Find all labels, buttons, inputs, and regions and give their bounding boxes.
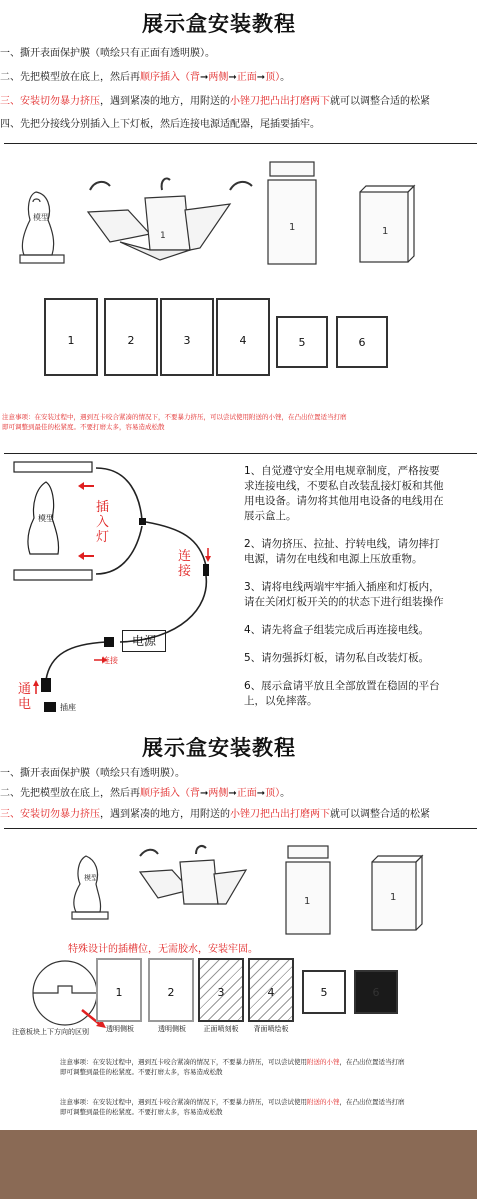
rule-3: 3、请将电线两端牢牢插入插座和灯板内， 请在关闭灯板开关的的状态下进行组装操作 (244, 581, 444, 608)
svg-text:1: 1 (390, 892, 397, 903)
rule-1: 1、自觉遵守安全用电规章制度，严格按要 求连接电线，不要私自改装乱接灯板和其他 用电设备。请勿将其他用电设备的电线用在 展示盒上。 (244, 465, 444, 522)
step2-2: 二、先把模型放在底上，然后再顺序插入（背➞两侧➞正面➞顶）。 (0, 788, 291, 799)
rule-5: 5、请勿强拆灯板，请勿私自改装灯板。 (244, 652, 430, 664)
svg-text:1: 1 (160, 231, 166, 241)
install-note-2b-line2: 即可调整到最佳的松紧度。不要打磨太多，容易造成松散 (60, 1108, 223, 1116)
caption-clear-side-1: 透明侧板 (106, 1025, 134, 1033)
panel-3: 3 (160, 298, 214, 376)
panel-4: 4 (216, 298, 270, 376)
caption-clear-side-2: 透明侧板 (158, 1025, 186, 1033)
footer-band (0, 1130, 477, 1199)
panel-2: 2 (104, 298, 158, 376)
assembly-illustration-2 (0, 832, 477, 942)
step2-3: 三、安装切勿暴力挤压，遇到紧凑的地方，用附送的小锉刀把凸出打磨两下就可以调整合适的松紧 (0, 809, 430, 820)
rule-4: 4、请先将盒子组装完成后再连接电线。 (244, 624, 430, 636)
assembly-illustration (0, 150, 477, 280)
caption-front-panel: 正面喷刻板 (203, 1025, 239, 1033)
divider (4, 453, 477, 454)
install-note-line2: 即可调整到最佳的松紧度。不要打磨太多，容易造成松散 (2, 423, 165, 431)
svg-text:1: 1 (382, 226, 389, 237)
power-box: 电源 (122, 630, 166, 652)
panel-5: 5 (276, 316, 328, 368)
insert-light-label: 插 入 灯 (96, 500, 110, 545)
install-note-2a-line2: 即可调整到最佳的松紧度。不要打磨太多，容易造成松散 (60, 1068, 223, 1076)
special-slot-note: 特殊设计的插槽位，无需胶水，安装牢固。 (68, 944, 258, 955)
svg-text:模型: 模型 (84, 874, 98, 882)
divider (4, 143, 477, 144)
panel-1: 1 (44, 298, 98, 376)
connect-small-label: 连接 (102, 656, 118, 665)
panel2-2: 2 (148, 958, 194, 1022)
panel2-5: 5 (302, 970, 346, 1014)
wiring-diagram (0, 458, 240, 718)
page-title-2: 展示盒安装教程 (142, 736, 296, 760)
step-3: 三、安装切勿暴力挤压，遇到紧凑的地方，用附送的小锉刀把凸出打磨两下就可以调整合适的松紧 (0, 96, 430, 107)
panel2-3: 3 (198, 958, 244, 1022)
panel2-1: 1 (96, 958, 142, 1022)
power-on-label: 通 电 (18, 682, 32, 712)
step-4: 四、先把分接线分别插入上下灯板，然后连接电源适配器，尾插要插牢。 (0, 119, 320, 130)
install-note: 注意事项：在安装过程中，遇到互卡咬合紧凑的情况下，不要暴力挤压，可以尝试使用附送的小锉，在凸出位置适当打磨 (2, 413, 347, 421)
svg-text:1: 1 (304, 896, 311, 907)
step2-1: 一、撕开表面保护膜（喷绘只有透明膜）。 (0, 768, 185, 779)
install-note-2a: 注意事项：在安装过程中，遇到互卡咬合紧凑的情况下，不要暴力挤压，可以尝试使用附送的小锉，在凸出位置适当打磨 (60, 1058, 405, 1066)
panel-6: 6 (336, 316, 388, 368)
model-label: 模型 (33, 213, 49, 222)
panel2-6: 6 (354, 970, 398, 1014)
caption-back-panel: 背面喷绘板 (253, 1025, 289, 1033)
panel2-4: 4 (248, 958, 294, 1022)
svg-text:1: 1 (289, 222, 296, 233)
divider (4, 828, 477, 829)
rule-6: 6、展示盒请平放且全部放置在稳固的平台 上，以免摔落。 (244, 680, 440, 707)
install-note-2b: 注意事项：在安装过程中，遇到互卡咬合紧凑的情况下，不要暴力挤压，可以尝试使用附送的小锉，在凸出位置适当打磨 (60, 1098, 405, 1106)
wiring-model-label: 模型 (38, 514, 54, 523)
safety-rules (244, 464, 444, 709)
step-1: 一、撕开表面保护膜（喷绘只有正面有透明膜）。 (0, 48, 215, 59)
page-title: 展示盒安装教程 (142, 12, 296, 36)
socket-label: 插座 (60, 703, 76, 712)
connect-label: 连 接 (178, 549, 192, 579)
rule-2: 2、请勿挤压、拉扯、拧转电线，请勿摔打 电源，请勿在电线和电源上压放重物。 (244, 538, 440, 565)
direction-note: 注意板块上下方向的区别 (12, 1028, 89, 1036)
step-2: 二、先把模型放在底上，然后再顺序插入（背➞两侧➞正面➞顶）。 (0, 72, 291, 83)
